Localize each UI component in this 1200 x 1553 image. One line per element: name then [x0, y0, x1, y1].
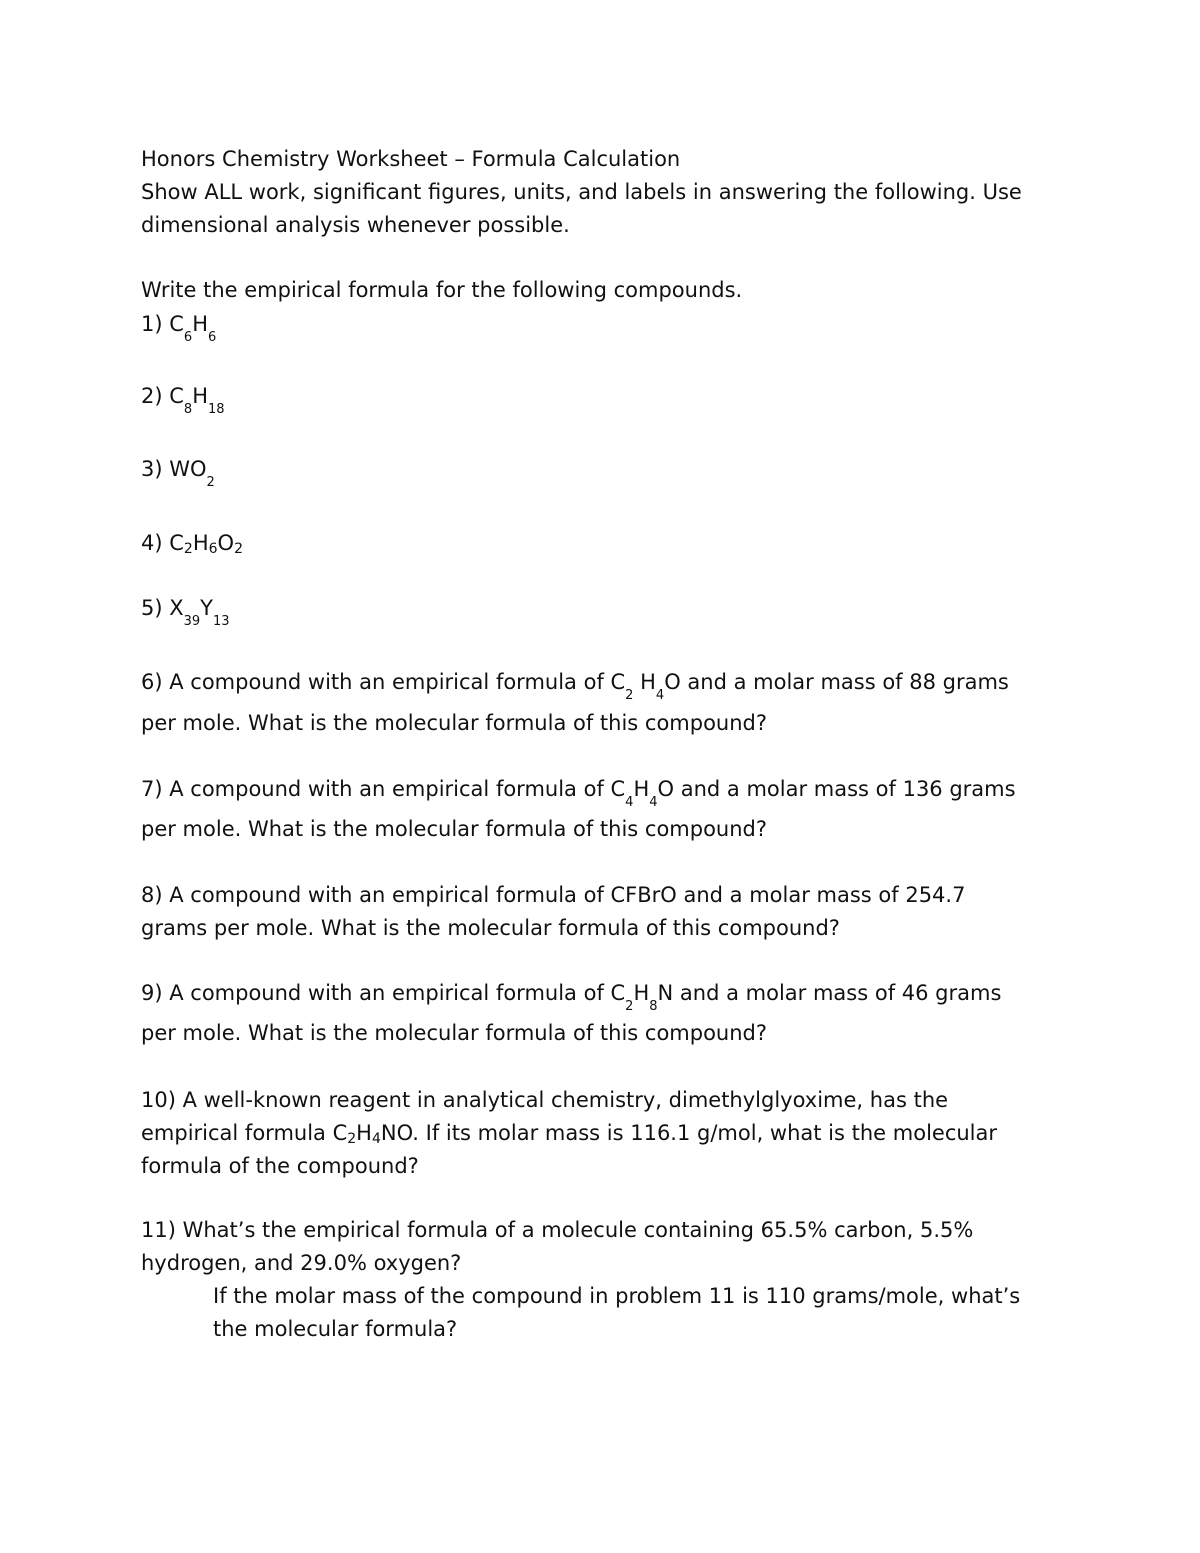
- question-6-line-2: per mole. What is the molecular formula of this compound?: [141, 711, 768, 735]
- question-10-line-2: [141, 1117, 997, 1150]
- text-run: Y: [200, 596, 213, 620]
- subscript: 6: [207, 330, 217, 345]
- text-run: H: [633, 670, 656, 694]
- text-run: X: [169, 596, 184, 620]
- question-7-line-2: per mole. What is the molecular formula of this compound?: [141, 817, 768, 841]
- item-number: 2): [141, 384, 170, 408]
- formula-item-1: [141, 308, 217, 345]
- question-10-line-1: 10) A well-known reagent in analytical chemistry, dimethylglyoxime, has the: [141, 1088, 949, 1112]
- section-prompt: Write the empirical formula for the following compounds.: [141, 278, 743, 302]
- subscript: 2: [347, 1131, 357, 1147]
- subscript: 2: [625, 688, 634, 703]
- subscript: 4: [371, 1131, 381, 1147]
- text-run: O and a molar mass of 136 grams: [657, 777, 1016, 801]
- question-8-line-1: 8) A compound with an empirical formula of CFBrO and a molar mass of 254.7: [141, 883, 966, 907]
- question-6-line-1: [141, 666, 1009, 703]
- question-11-line-2: hydrogen, and 29.0% oxygen?: [141, 1251, 462, 1275]
- text-run: NO. If its molar mass is 116.1 g/mol, what is the molecular: [380, 1121, 998, 1145]
- question-9-line-1: [141, 977, 1002, 1014]
- text-run: 6) A compound with an empirical formula of C: [141, 670, 626, 694]
- subscript: 8: [183, 402, 193, 417]
- question-9-line-2: per mole. What is the molecular formula of this compound?: [141, 1021, 768, 1045]
- text-run: O: [217, 531, 235, 555]
- text-run: H: [192, 312, 208, 336]
- subscript: 4: [625, 795, 634, 810]
- text-run: O and a molar mass of 88 grams: [664, 670, 1009, 694]
- instructions-line-1: Show ALL work, significant figures, units, and labels in answering the following. Use: [141, 180, 1022, 204]
- subscript: 2: [234, 541, 243, 557]
- formula-item-4: [141, 527, 243, 560]
- instructions-line-2: dimensional analysis whenever possible.: [141, 213, 570, 237]
- text-run: N and a molar mass of 46 grams: [657, 981, 1002, 1005]
- item-number: 1): [141, 312, 170, 336]
- subscript: 4: [655, 688, 665, 703]
- subscript: 2: [625, 999, 634, 1014]
- subscript: 18: [207, 402, 225, 417]
- subscript: 6: [183, 330, 193, 345]
- text-run: C: [169, 312, 184, 336]
- text-run: empirical formula C: [141, 1121, 348, 1145]
- text-run: H: [192, 384, 208, 408]
- text-run: H: [356, 1121, 372, 1145]
- question-10-line-3: formula of the compound?: [141, 1154, 419, 1178]
- item-number: 4): [141, 531, 170, 555]
- question-11-followup-line-2: the molecular formula?: [213, 1317, 458, 1341]
- text-run: H: [633, 777, 650, 801]
- text-run: H: [633, 981, 650, 1005]
- worksheet-title: Honors Chemistry Worksheet – Formula Calculation: [141, 147, 681, 171]
- text-run: H: [192, 531, 209, 555]
- text-run: 7) A compound with an empirical formula of C: [141, 777, 626, 801]
- text-run: WO: [169, 457, 207, 481]
- question-7-line-1: [141, 773, 1016, 810]
- subscript: 2: [206, 475, 215, 490]
- question-11-followup-line-1: If the molar mass of the compound in problem 11 is 110 grams/mole, what’s: [213, 1284, 1021, 1308]
- formula-item-3: [141, 453, 215, 490]
- text-run: C: [169, 384, 184, 408]
- item-number: 5): [141, 596, 170, 620]
- subscript: 4: [649, 795, 658, 810]
- formula-item-2: [141, 380, 225, 417]
- subscript: 13: [213, 614, 230, 629]
- text-run: 9) A compound with an empirical formula of C: [141, 981, 626, 1005]
- subscript: 6: [208, 541, 218, 557]
- question-11-line-1: 11) What’s the empirical formula of a molecule containing 65.5% carbon, 5.5%: [141, 1218, 974, 1242]
- subscript: 2: [183, 541, 193, 557]
- subscript: 8: [649, 999, 658, 1014]
- subscript: 39: [183, 614, 201, 629]
- text-run: C: [169, 531, 184, 555]
- formula-item-5: [141, 592, 230, 629]
- question-8-line-2: grams per mole. What is the molecular formula of this compound?: [141, 916, 840, 940]
- item-number: 3): [141, 457, 170, 481]
